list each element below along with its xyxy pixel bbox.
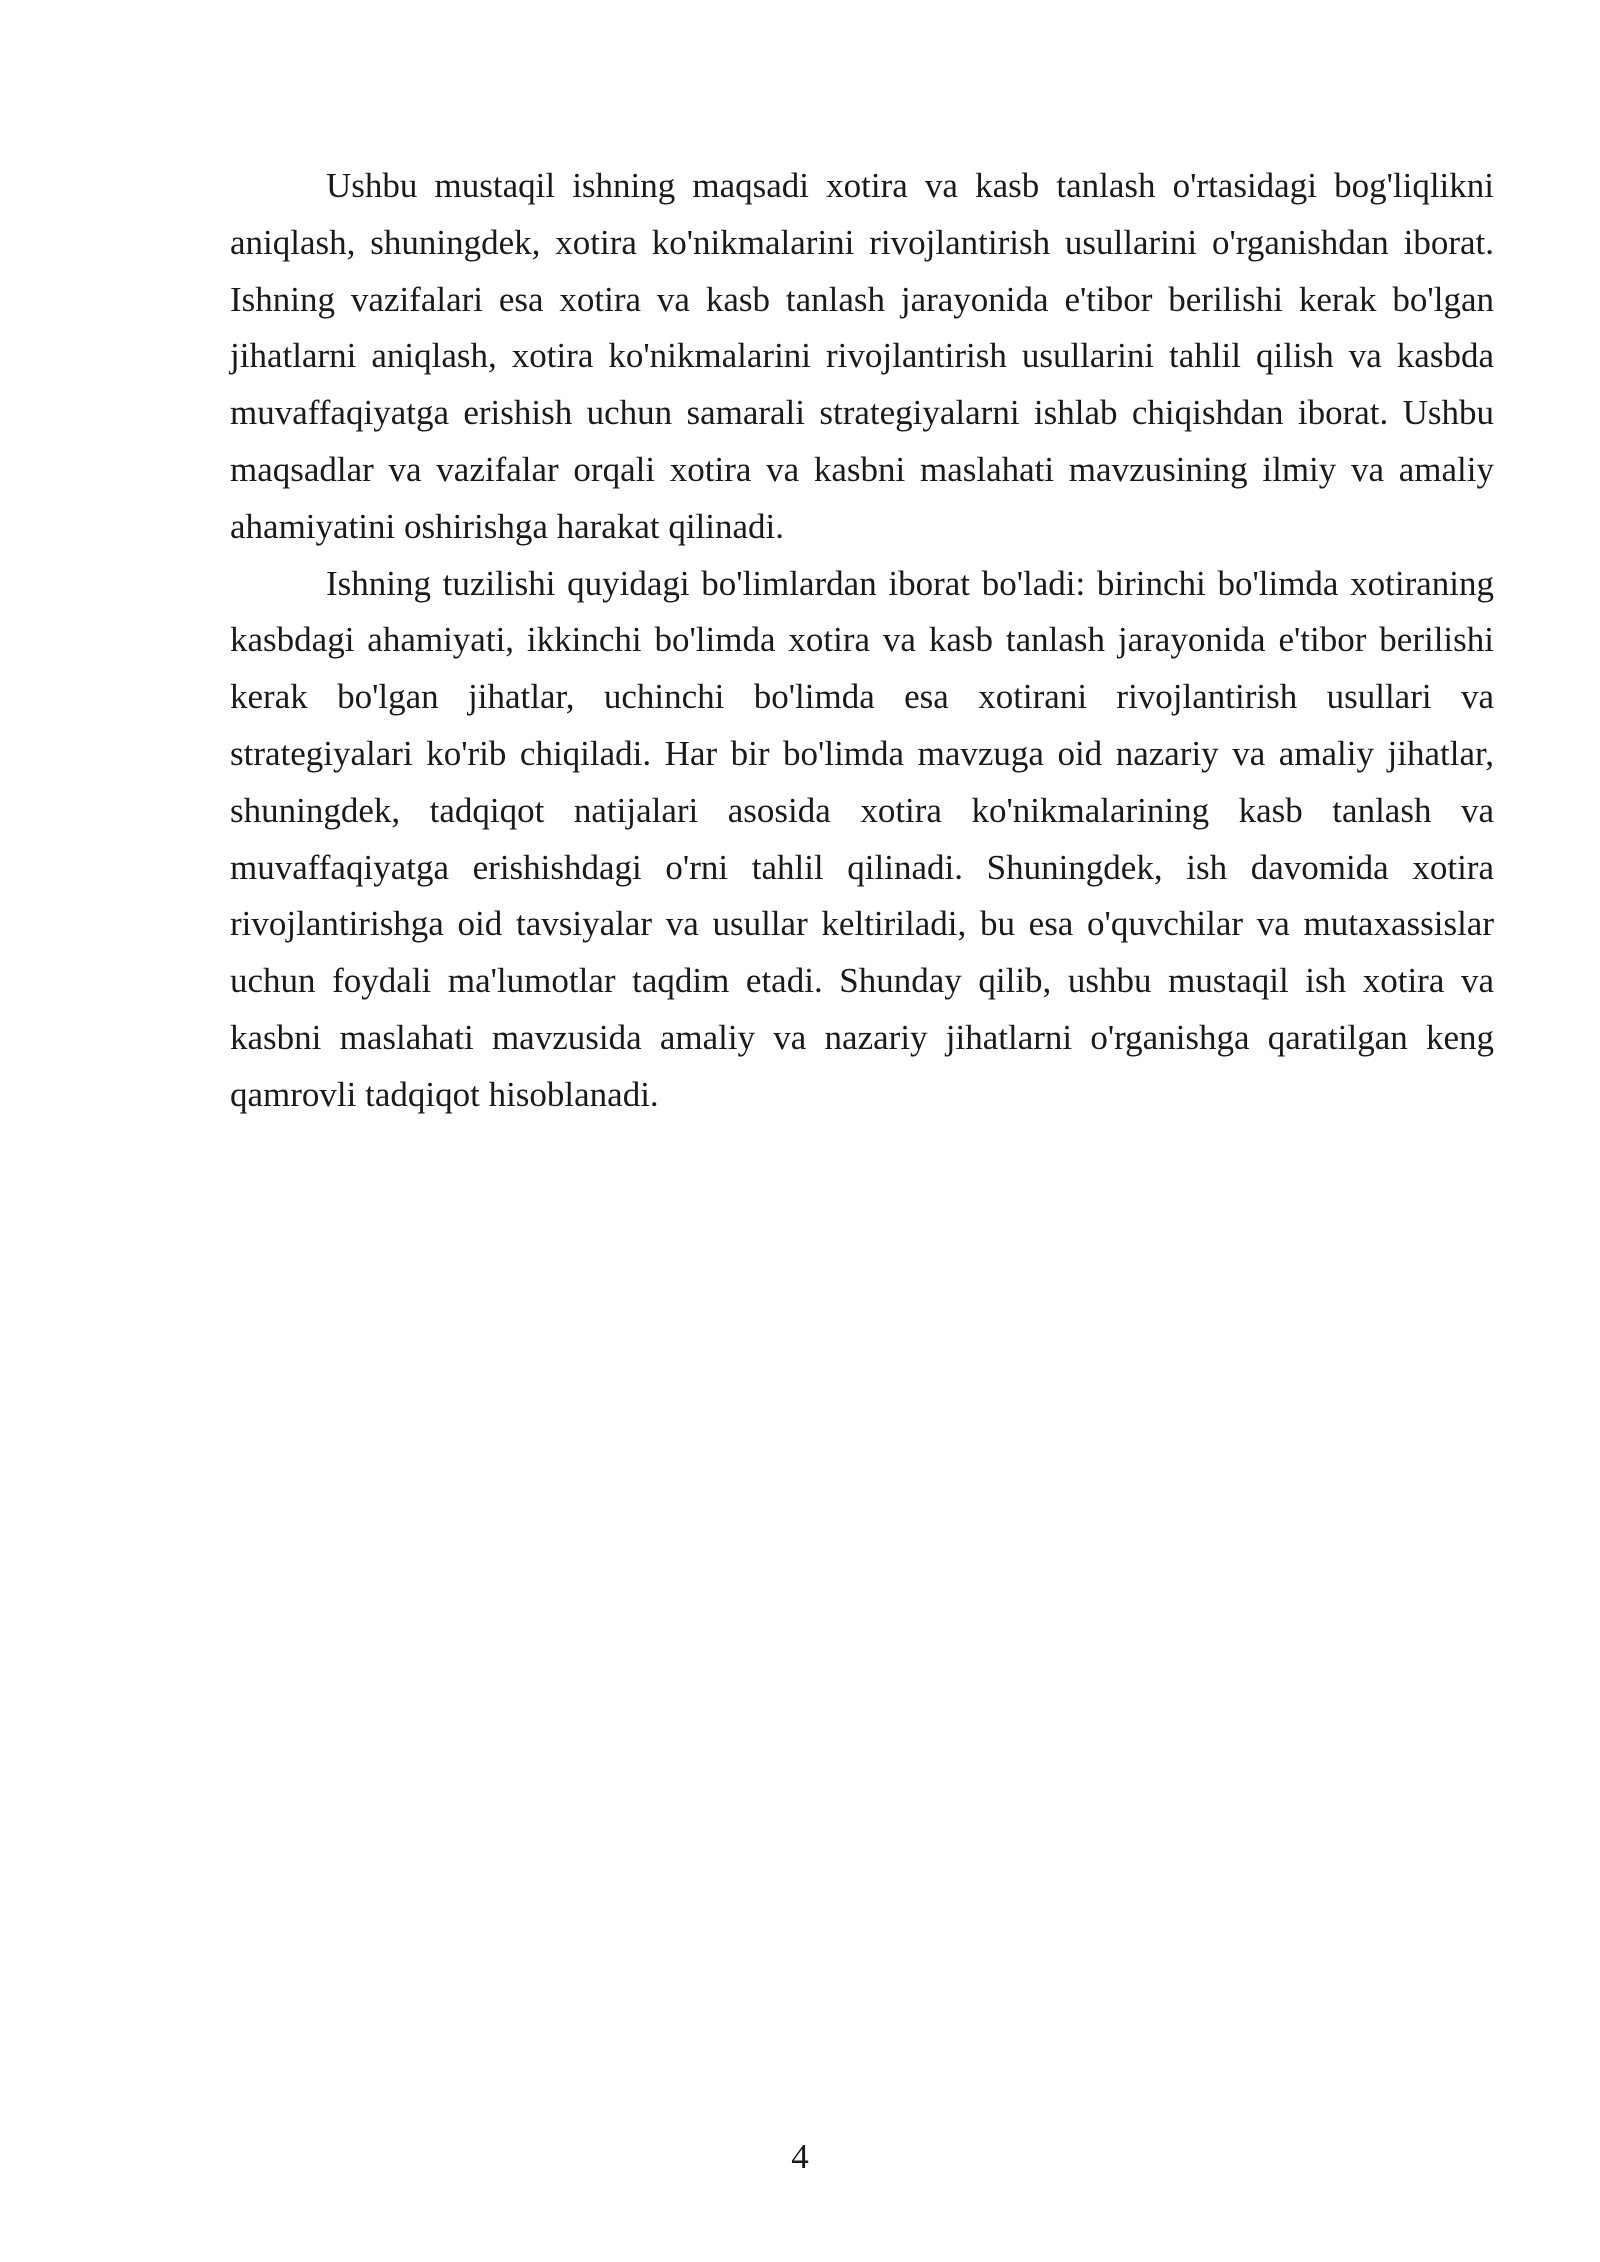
paragraph-structure: Ishning tuzilishi quyidagi bo'limlardan iborat bo'ladi: birinchi bo'limda xotiraning kasbdagi ahamiyati, ikkinchi bo'limda xotira va kasb tanlash jarayonida e'tibor berilishi kerak bo'lgan jihatlar, uchinchi bo'limda esa xotirani rivojlantirish usullari va strategiyalari ko'rib chiqiladi. Har bir bo'limda mavzuga oid nazariy va amaliy jihatlar, shuningdek, tadqiqot natijalari asosida xotira ko'nikmalarining kasb tanlash va muvaffaqiyatga erishishdagi o'rni tahlil qilinadi. Shuningdek, ish davomida xotira rivojlantirishga oid tavsiyalar va usullar keltiriladi, bu esa o'quvchilar va mutaxassislar uchun foydali ma'lumotlar taqdim etadi. Shunday qilib, ushbu mustaqil ish xotira va kasbni maslahati mavzusida amaliy va nazariy jihatlarni o'rganishga qaratilgan keng qamrovli tadqiqot hisoblanadi. — [230, 563, 1494, 1114]
document-body — [230, 158, 1494, 1124]
paragraph-goals: Ushbu mustaqil ishning maqsadi xotira va kasb tanlash o'rtasidagi bog'liqlikni aniqlash, shuningdek, xotira ko'nikmalarini rivojlantirish usullarini o'rganishdan iborat. Ishning vazifalari esa xotira va kasb tanlash jarayonida e'tibor berilishi kerak bo'lgan jihatlarni aniqlash, xotira ko'nikmalarini rivojlantirish usullarini tahlil qilish va kasbda muvaffaqiyatga erishish uchun samarali strategiyalarni ishlab chiqishdan iborat. Ushbu maqsadlar va vazifalar orqali xotira va kasbni maslahati mavzusining ilmiy va amaliy ahamiyatini oshirishga harakat qilinadi. — [230, 166, 1494, 546]
page-number: 4 — [791, 2137, 809, 2176]
